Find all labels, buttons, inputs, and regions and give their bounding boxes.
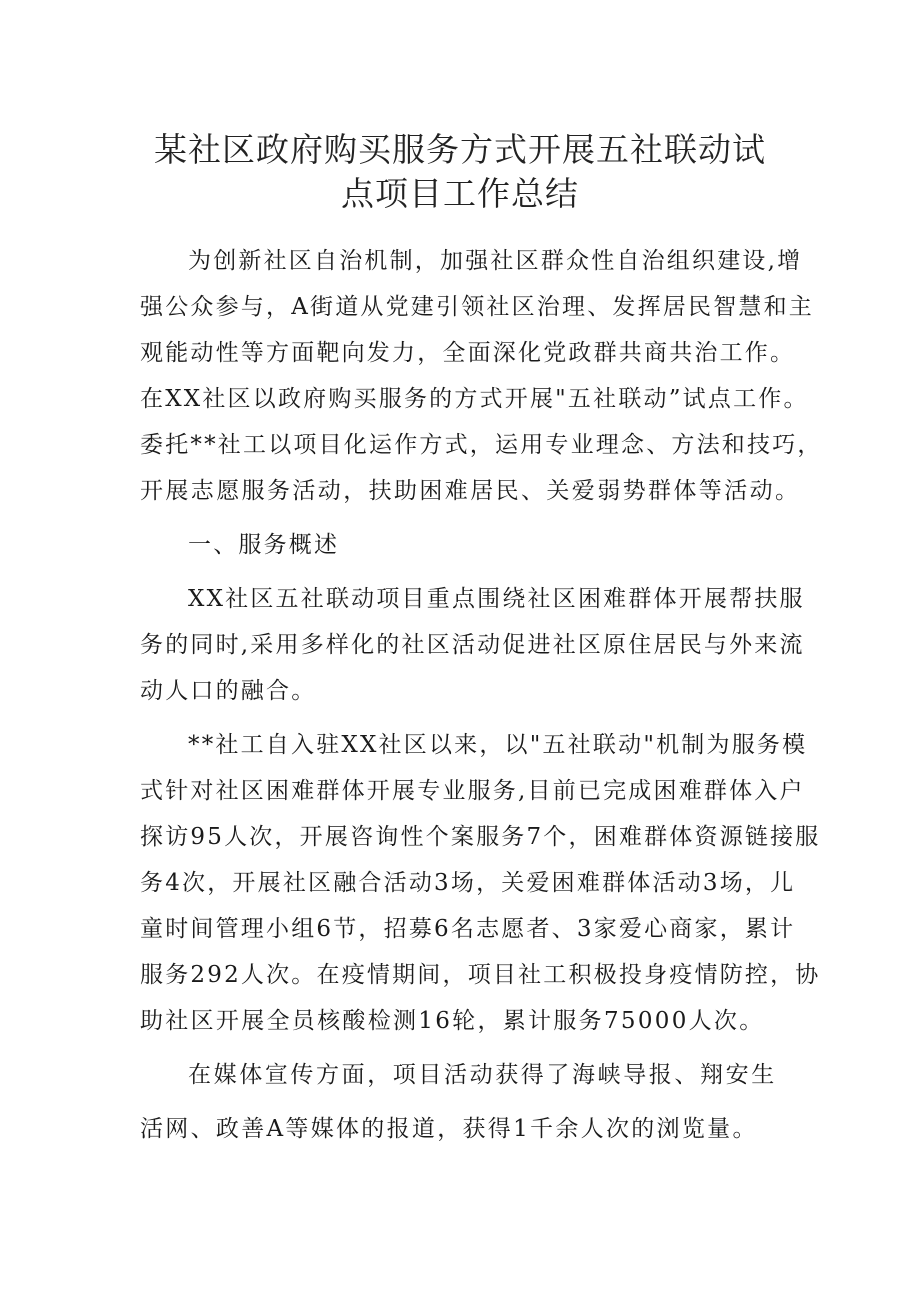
document-title-line-2: 点项目工作总结 <box>341 174 579 213</box>
paragraph-1-line-4: 在XX社区以政府购买服务的方式开展"五社联动”试点工作。 <box>140 386 809 412</box>
paragraph-2-line-2: 务的同时,采用多样化的社区活动促进社区原住居民与外来流 <box>140 632 805 658</box>
paragraph-3-line-1: **社工自入驻XX社区以来，以"五社联动"机制为服务模 <box>188 732 808 758</box>
paragraph-4-line-2: 活网、政善A等媒体的报道，获得1千余人次的浏览量。 <box>140 1116 758 1142</box>
paragraph-1-line-3: 观能动性等方面靶向发力，全面深化党政群共商共治工作。 <box>140 340 796 366</box>
section-heading-service-overview: 一、服务概述 <box>188 532 340 558</box>
paragraph-1-line-1: 为创新社区自治机制，加强社区群众性自治组织建设,增 <box>188 248 803 274</box>
paragraph-3-line-2: 式针对社区困难群体开展专业服务,目前已完成困难群体入户 <box>140 778 805 804</box>
paragraph-3-line-4: 务4次，开展社区融合活动3场，关爱困难群体活动3场，儿 <box>140 870 796 896</box>
paragraph-2-line-3: 动人口的融合。 <box>140 678 317 704</box>
paragraph-1-line-6: 开展志愿服务活动，扶助困难居民、关爱弱势群体等活动。 <box>140 478 801 504</box>
document-title-line-1: 某社区政府购买服务方式开展五社联动试 <box>154 130 766 169</box>
paragraph-3-line-7: 助社区开展全员核酸检测16轮，累计服务75000人次。 <box>140 1008 765 1034</box>
paragraph-2-line-1: XX社区五社联动项目重点围绕社区困难群体开展帮扶服 <box>188 586 805 612</box>
paragraph-3-line-3: 探访95人次，开展咨询性个案服务7个，困难群体资源链接服 <box>140 824 821 850</box>
paragraph-3-line-5: 童时间管理小组6节，招募6名志愿者、3家爱心商家，累计 <box>140 916 796 942</box>
paragraph-3-line-6: 服务292人次。在疫情期间，项目社工积极投身疫情防控，协 <box>140 962 821 988</box>
paragraph-1-line-5: 委托**社工以项目化运作方式，运用专业理念、方法和技巧， <box>140 432 823 458</box>
paragraph-4-line-1: 在媒体宣传方面，项目活动获得了海峡导报、翔安生 <box>188 1062 777 1088</box>
paragraph-1-line-2: 强公众参与，A街道从党建引领社区治理、发挥居民智慧和主 <box>140 294 815 320</box>
